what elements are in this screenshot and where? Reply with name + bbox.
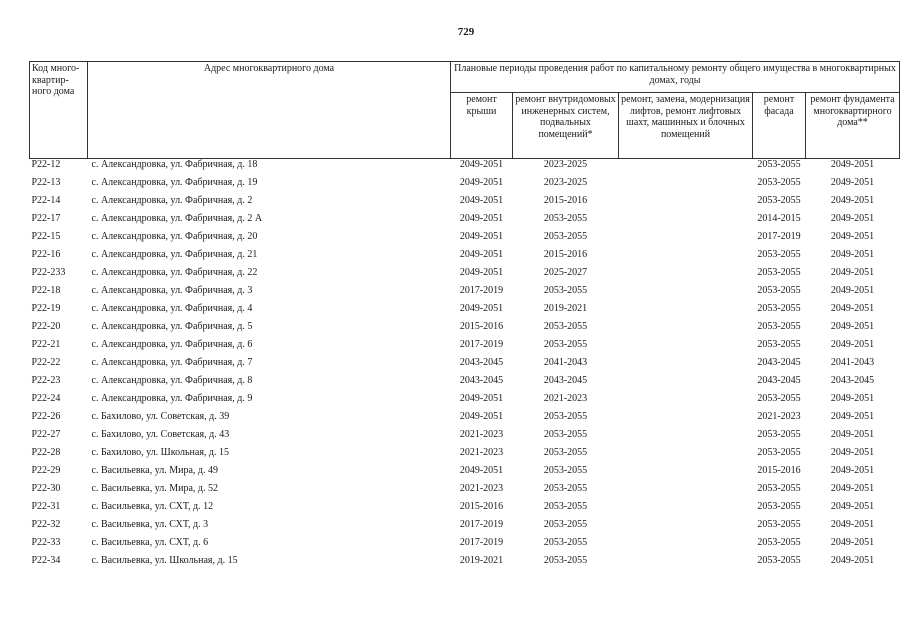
- cell-elevators: [619, 213, 753, 231]
- cell-elevators: [619, 501, 753, 519]
- cell-facade: 2053-2055: [757, 249, 801, 260]
- cell-code: P22-29: [31, 465, 61, 476]
- cell-elevators: [619, 339, 753, 357]
- header-roof: ремонт крыши: [451, 93, 513, 159]
- cell-foundation: 2049-2051: [830, 321, 875, 332]
- cell-roof: 2049-2051: [459, 195, 504, 206]
- cell-address: с. Васильевка, ул. СХТ, д. 3: [91, 519, 209, 530]
- header-engineering: ремонт внутридомовых инженерных систем, подвальных помещений*: [513, 93, 619, 159]
- cell-roof: 2049-2051: [459, 393, 504, 404]
- cell-address: с. Александровка, ул. Фабричная, д. 19: [91, 177, 258, 188]
- cell-elevators: [619, 267, 753, 285]
- cell-facade: 2053-2055: [757, 303, 801, 314]
- cell-code: P22-15: [31, 231, 61, 242]
- cell-elevators: [619, 519, 753, 537]
- table-row: [30, 483, 900, 501]
- cell-engineering: 2053-2055: [543, 519, 588, 530]
- cell-code: P22-19: [31, 303, 61, 314]
- cell-elevators: [619, 285, 753, 303]
- cell-code: P22-21: [31, 339, 61, 350]
- cell-code: P22-28: [31, 447, 61, 458]
- cell-engineering: 2023-2025: [543, 159, 588, 170]
- cell-facade: 2053-2055: [757, 555, 801, 566]
- cell-foundation: 2049-2051: [830, 195, 875, 206]
- cell-address: с. Александровка, ул. Фабричная, д. 21: [91, 249, 258, 260]
- table-row: [30, 447, 900, 465]
- cell-address: с. Бахилово, ул. Советская, д. 39: [91, 411, 230, 422]
- cell-engineering: 2053-2055: [543, 501, 588, 512]
- table-row: [30, 267, 900, 285]
- cell-address: с. Александровка, ул. Фабричная, д. 2: [91, 195, 253, 206]
- cell-facade: 2021-2023: [757, 411, 801, 422]
- cell-engineering: 2053-2055: [543, 429, 588, 440]
- cell-address: с. Васильевка, ул. Школьная, д. 15: [91, 555, 238, 566]
- cell-engineering: 2015-2016: [543, 249, 588, 260]
- cell-roof: 2049-2051: [459, 159, 504, 170]
- cell-roof: 2017-2019: [459, 537, 504, 548]
- cell-engineering: 2053-2055: [543, 285, 588, 296]
- cell-code: P22-34: [31, 555, 61, 566]
- cell-engineering: 2053-2055: [543, 465, 588, 476]
- table-row: [30, 375, 900, 393]
- cell-foundation: 2049-2051: [830, 555, 875, 566]
- cell-facade: 2053-2055: [757, 321, 801, 332]
- cell-elevators: [619, 375, 753, 393]
- cell-roof: 2015-2016: [459, 501, 504, 512]
- cell-foundation: 2049-2051: [830, 447, 875, 458]
- cell-facade: 2053-2055: [757, 159, 801, 170]
- table-row: [30, 393, 900, 411]
- cell-foundation: 2049-2051: [830, 411, 875, 422]
- cell-roof: 2021-2023: [459, 447, 504, 458]
- cell-elevators: [619, 411, 753, 429]
- cell-address: с. Александровка, ул. Фабричная, д. 9: [91, 393, 253, 404]
- cell-engineering: 2025-2027: [543, 267, 588, 278]
- cell-foundation: 2049-2051: [830, 249, 875, 260]
- cell-foundation: 2041-2043: [830, 357, 875, 368]
- cell-engineering: 2053-2055: [543, 447, 588, 458]
- cell-facade: 2053-2055: [757, 537, 801, 548]
- cell-foundation: 2049-2051: [830, 483, 875, 494]
- cell-elevators: [619, 447, 753, 465]
- table-row: [30, 195, 900, 213]
- cell-code: P22-26: [31, 411, 61, 422]
- table-row: [30, 537, 900, 555]
- cell-roof: 2021-2023: [459, 429, 504, 440]
- cell-code: P22-17: [31, 213, 61, 224]
- cell-engineering: 2043-2045: [543, 375, 588, 386]
- table-row: [30, 501, 900, 519]
- cell-facade: 2043-2045: [757, 357, 801, 368]
- cell-elevators: [619, 321, 753, 339]
- cell-elevators: [619, 537, 753, 555]
- cell-code: P22-23: [31, 375, 61, 386]
- table-row: [30, 231, 900, 249]
- cell-roof: 2015-2016: [459, 321, 504, 332]
- cell-code: P22-33: [31, 537, 61, 548]
- cell-address: с. Бахилово, ул. Школьная, д. 15: [91, 447, 229, 458]
- cell-elevators: [619, 303, 753, 321]
- cell-roof: 2049-2051: [459, 465, 504, 476]
- cell-code: P22-32: [31, 519, 61, 530]
- cell-roof: 2017-2019: [459, 519, 504, 530]
- cell-foundation: 2049-2051: [830, 177, 875, 188]
- cell-code: P22-16: [31, 249, 61, 260]
- cell-elevators: [619, 231, 753, 249]
- cell-code: P22-31: [31, 501, 61, 512]
- table-row: [30, 249, 900, 267]
- cell-code: P22-27: [31, 429, 61, 440]
- cell-elevators: [619, 159, 753, 178]
- cell-foundation: 2049-2051: [830, 303, 875, 314]
- table-row: [30, 213, 900, 231]
- cell-roof: 2049-2051: [459, 177, 504, 188]
- table-row: [30, 429, 900, 447]
- cell-elevators: [619, 249, 753, 267]
- cell-elevators: [619, 555, 753, 573]
- cell-address: с. Александровка, ул. Фабричная, д. 8: [91, 375, 253, 386]
- table-row: [30, 321, 900, 339]
- cell-roof: 2017-2019: [459, 339, 504, 350]
- cell-roof: 2043-2045: [459, 375, 504, 386]
- cell-address: с. Васильевка, ул. СХТ, д. 6: [91, 537, 209, 548]
- cell-foundation: 2049-2051: [830, 429, 875, 440]
- table-row: [30, 465, 900, 483]
- cell-facade: 2053-2055: [757, 393, 801, 404]
- cell-code: P22-12: [31, 159, 61, 170]
- cell-facade: 2015-2016: [757, 465, 801, 476]
- cell-engineering: 2053-2055: [543, 411, 588, 422]
- cell-elevators: [619, 195, 753, 213]
- cell-code: P22-14: [31, 195, 61, 206]
- cell-roof: 2049-2051: [459, 411, 504, 422]
- cell-engineering: 2041-2043: [543, 357, 588, 368]
- cell-facade: 2053-2055: [757, 339, 801, 350]
- cell-engineering: 2015-2016: [543, 195, 588, 206]
- cell-elevators: [619, 465, 753, 483]
- cell-engineering: 2053-2055: [543, 555, 588, 566]
- cell-address: с. Александровка, ул. Фабричная, д. 7: [91, 357, 253, 368]
- table-row: [30, 411, 900, 429]
- cell-code: P22-20: [31, 321, 61, 332]
- cell-facade: 2053-2055: [757, 177, 801, 188]
- table-row: [30, 519, 900, 537]
- cell-code: P22-233: [31, 267, 66, 278]
- header-address: Адрес многоквартирного дома: [88, 62, 451, 159]
- cell-address: с. Бахилово, ул. Советская, д. 43: [91, 429, 230, 440]
- cell-roof: 2017-2019: [459, 285, 504, 296]
- header-facade: ремонт фасада: [753, 93, 806, 159]
- cell-elevators: [619, 357, 753, 375]
- table-row: [30, 285, 900, 303]
- cell-foundation: 2049-2051: [830, 501, 875, 512]
- cell-foundation: 2049-2051: [830, 393, 875, 404]
- cell-foundation: 2049-2051: [830, 231, 875, 242]
- cell-foundation: 2049-2051: [830, 519, 875, 530]
- cell-facade: 2053-2055: [757, 519, 801, 530]
- cell-address: с. Александровка, ул. Фабричная, д. 18: [91, 159, 258, 170]
- cell-engineering: 2053-2055: [543, 321, 588, 332]
- cell-facade: 2053-2055: [757, 483, 801, 494]
- cell-roof: 2049-2051: [459, 303, 504, 314]
- cell-address: с. Александровка, ул. Фабричная, д. 3: [91, 285, 253, 296]
- cell-foundation: 2049-2051: [830, 285, 875, 296]
- table-row: [30, 177, 900, 195]
- cell-code: P22-18: [31, 285, 61, 296]
- cell-address: с. Александровка, ул. Фабричная, д. 4: [91, 303, 253, 314]
- table-row: [30, 303, 900, 321]
- cell-facade: 2053-2055: [757, 285, 801, 296]
- cell-engineering: 2021-2023: [543, 393, 588, 404]
- page-number: 729: [457, 26, 475, 38]
- table-row: [30, 339, 900, 357]
- cell-engineering: 2019-2021: [543, 303, 588, 314]
- table-row: [30, 555, 900, 573]
- cell-roof: 2043-2045: [459, 357, 504, 368]
- cell-foundation: 2049-2051: [830, 213, 875, 224]
- cell-address: с. Васильевка, ул. Мира, д. 52: [91, 483, 219, 494]
- cell-elevators: [619, 429, 753, 447]
- header-code: Код много-квартир-ного дома: [30, 62, 88, 159]
- cell-code: P22-30: [31, 483, 61, 494]
- cell-foundation: 2043-2045: [830, 375, 875, 386]
- cell-roof: 2049-2051: [459, 267, 504, 278]
- header-foundation: ремонт фундамента многоквартирного дома**: [806, 93, 900, 159]
- cell-roof: 2049-2051: [459, 231, 504, 242]
- cell-engineering: 2053-2055: [543, 537, 588, 548]
- cell-facade: 2014-2015: [757, 213, 801, 224]
- table-row: [30, 357, 900, 375]
- cell-facade: 2053-2055: [757, 447, 801, 458]
- cell-roof: 2049-2051: [459, 213, 504, 224]
- cell-foundation: 2049-2051: [830, 465, 875, 476]
- cell-address: с. Александровка, ул. Фабричная, д. 6: [91, 339, 253, 350]
- cell-foundation: 2049-2051: [830, 159, 875, 170]
- cell-facade: 2053-2055: [757, 195, 801, 206]
- cell-engineering: 2053-2055: [543, 213, 588, 224]
- table-body: [30, 159, 900, 574]
- cell-engineering: 2053-2055: [543, 339, 588, 350]
- cell-code: P22-22: [31, 357, 61, 368]
- cell-code: P22-24: [31, 393, 61, 404]
- cell-address: с. Васильевка, ул. Мира, д. 49: [91, 465, 219, 476]
- cell-address: с. Васильевка, ул. СХТ, д. 12: [91, 501, 214, 512]
- cell-foundation: 2049-2051: [830, 537, 875, 548]
- header-periods: Плановые периоды проведения работ по капитальному ремонту общего имущества в многоквартирных домах, годы: [451, 62, 900, 93]
- cell-foundation: 2049-2051: [830, 339, 875, 350]
- cell-foundation: 2049-2051: [830, 267, 875, 278]
- cell-code: P22-13: [31, 177, 61, 188]
- cell-engineering: 2053-2055: [543, 483, 588, 494]
- cell-facade: 2043-2045: [757, 375, 801, 386]
- table-row: [30, 159, 900, 178]
- cell-facade: 2017-2019: [757, 231, 801, 242]
- cell-engineering: 2023-2025: [543, 177, 588, 188]
- cell-facade: 2053-2055: [757, 267, 801, 278]
- cell-elevators: [619, 393, 753, 411]
- cell-address: с. Александровка, ул. Фабричная, д. 22: [91, 267, 258, 278]
- cell-address: с. Александровка, ул. Фабричная, д. 20: [91, 231, 258, 242]
- header-elevators: ремонт, замена, модернизация лифтов, ремонт лифтовых шахт, машинных и блочных помещений: [619, 93, 753, 159]
- cell-address: с. Александровка, ул. Фабричная, д. 2 А: [91, 213, 263, 224]
- cell-roof: 2019-2021: [459, 555, 504, 566]
- cell-facade: 2053-2055: [757, 501, 801, 512]
- cell-roof: 2021-2023: [459, 483, 504, 494]
- cell-roof: 2049-2051: [459, 249, 504, 260]
- cell-engineering: 2053-2055: [543, 231, 588, 242]
- cell-elevators: [619, 483, 753, 501]
- cell-facade: 2053-2055: [757, 429, 801, 440]
- cell-elevators: [619, 177, 753, 195]
- capital-repair-schedule-table: [29, 61, 900, 573]
- cell-address: с. Александровка, ул. Фабричная, д. 5: [91, 321, 253, 332]
